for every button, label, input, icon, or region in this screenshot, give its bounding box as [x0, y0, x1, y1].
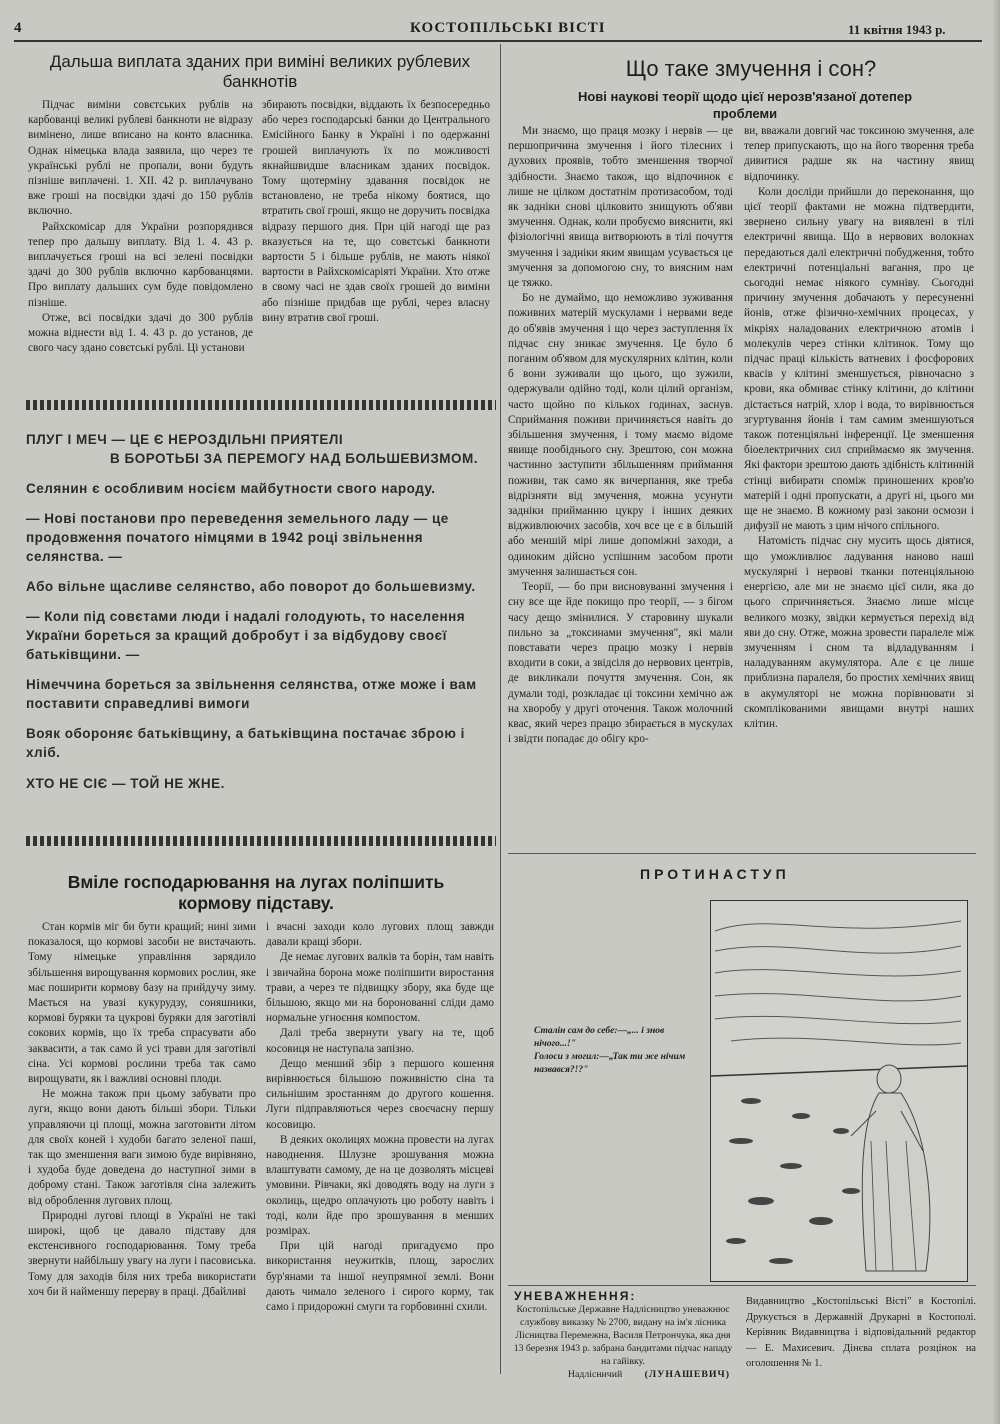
article1-paragraph: збирають посвідки, віддають їх безпосередньо або через господарські банки до Центрального Емісійного Банку в Україні і по одержанні грошей виплачують їх по можливості якнайшвидше власникам зданих посвідок. Тому щотерміну здавання посвідок не встановлено, не треба нікому боятися, що втратить свої гроші, якщо не доручить посвідка відразу першого дня. При цій нагоді ще раз вказується на те, що совєтські банкноти вартости 5 і більше рублів, не мають ніякої вартости в Райхскомісаріяті України. Хто отже в свому часі не здав своїх грошей до виміни або пізніше придбав ще рублі, через власну вину втратив свої гроші. — [262, 99, 490, 324]
article3-paragraph: При цій нагоді пригадуємо про використання неужитків, площ, зарослих бур'янами та іншої неупрямної землі. Вони дають чимало зеленого і сирого корму, так само і придорожні смуги та горбовинні схили. — [266, 1240, 494, 1314]
cartoon-illustration — [710, 900, 968, 1282]
article3-paragraph: В деяких околицях можна провести на лугах наводнення. Шлузне зрошування можна влаштувати самому, де на це дозволять місцеві умовини. Рівчаки, які доводять воду на луги з околиць, щедро оплачують цю роботу навіть і тоді, коли йде про зрошування в менших розмірах. — [266, 1133, 494, 1238]
notice-heading: УНЕВАЖНЕННЯ: — [514, 1289, 637, 1303]
article2-column-2 — [744, 124, 974, 732]
article2-paragraph: Коли досліди прийшли до переконання, що цієї теорії фактами не можна підтвердити, звернено сильну увагу на виявлені в тілі електричні явища. Що в нервових волокнах передаються далі електричні побудження, тобто електричні потенціальні вагання, про це сьогодні немає ніякого сумніву. Сьогодні причину змучення добачають у пересуненні йонів, отже фізично-хемічних процесах, у мікріях наладованих електричною атомів і молекулів через стінки клітинок. Тому що підчас праці кількість ватневих і фосфорових квасів у клітині зменшується, рівночасно з крови, яка обмиває стінку клітини, до клітини дістається натрій, хлор і вода, то вирівнюється згуртування йонів і там самим зменшуються також потенціяльні інференції. Це зменшення біоелектричних сил сприймаємо як змучення. Які фактори зрештою дають здібність клітинній стінці вибирати споміж приношених кров'ю матерій і одні пропускати, а другі ні, цього ми ще не знаємо. В кожному разі закони осмози і дифузії не мають з цим нічого спільного. — [744, 185, 974, 533]
slogan: Німеччина бореться за звільнення селянства, отже може і вам поставити справедливі вимоги — [26, 677, 477, 711]
article2-paragraph: Бо не думаймо, що неможливо зуживання поживних матерій мускулами і нервами веде до об'явів змучення і що через заступлення їх підчас сну зникає змучення. Це було б поганим об'явом для мускулярних клітин, коли б вони зуживали що цього, що зужили, одержували одійно тоді, коли цілий організм, часто щойно по кількох годинах, заснув. Сприймання поживи причиняється навіть до збільшення змучення, і тому маємо відоме явище пообіднього сну. Зрештою, сон можна частинно заступити збільшенням приймання поживи, так само як вичерпання, яке треба відрізняти від змучення, можна усунути задніки прийманню цукру і інших деяких відживлюючих засобів, хоч все це є в більшій або меншій мірі лише допоміжні заходи, а одиноким дійсно успішним засобом проти змучення залишається сон. — [508, 292, 733, 578]
horizon-line — [711, 1066, 967, 1076]
issue-date: 11 квітня 1943 р. — [848, 22, 946, 37]
slogan-headline: ПЛУГ І МЕЧ — ЦЕ Є НЕРОЗДІЛЬНІ ПРИЯТЕЛІ — [26, 432, 344, 447]
article3-paragraph: Де немає лугових валків та борін, там навіть і звичайна борона може поліпшити виростання трави, а через те підвищку збору, яка буде ще більшою, якщо ми на боронованні сліди дамо нормальне угноєння компостом. — [266, 951, 494, 1025]
article3-column-1 — [28, 920, 256, 1300]
publisher-info: Видавництво „Костопільські Вісті" в Костопілі. Друкується в Державній Друкарні в Костополі. Керівник Видавництва і відповідальний редактор — Е. Махисевич. Дінєва сплата розцінок на оголошення № 1. — [746, 1296, 976, 1370]
article3-paragraph: Дещо менший збір з першого кошення вирівнюється більшою поживністю сіна та сильнішим зростанням до другого кошення. Луги підправляються через своєчасну першу косовицю. — [266, 1057, 494, 1131]
page-edge — [992, 0, 1000, 1424]
notice-sign-label: Надлісничий — [567, 1369, 623, 1380]
slogans-block — [26, 430, 498, 793]
article2-paragraph: ви, вважали довгий час токсиною змучення, але тепер припускають, що на його творення треба дивитися радше як на частину явищ відпочинку. — [744, 125, 974, 183]
article1-paragraph: Отже, всі посвідки здачі до 300 рублів можна віднести від 1. 4. 43 р. до установ, де свого часу здано совєтські рублі. Ці установи — [28, 311, 253, 355]
cartoon-caption-line: Голоси з могил:—„Так ти же нічим назвався?!?" — [534, 1052, 686, 1075]
paper-title: КОСТОПІЛЬСЬКІ ВІСТІ — [410, 20, 606, 36]
slogan: Або вільне щасливе селянство, або поворот до большевизму. — [26, 579, 476, 594]
article3-column-2 — [266, 920, 494, 1315]
article1-paragraph: Підчас виміни совєтських рублів на карбованці великі рублеві банкноти не відразу вимінено, лише вписано на конто власника. Однак німецька влада заявила, що через те українські рублі не пропали, вони будуть пізніше виплачені. 1. XII. 42 р. виплачувано вже гроші на посвідки здачі до 150 рублів включно. — [28, 99, 253, 218]
article1-paragraph: Райхскомісар для України розпорядився тепер про дальшу виплату. Від 1. 4. 43 р. виплачується гроші на всі зелені посвідки здачі до 300 рублів включно карбованцями. Про виплату дальших сум буде повідомлено пізніше. — [28, 220, 253, 309]
article3-title: Вміле господарювання на лугах поліпшить кормову підставу. — [67, 872, 445, 913]
article2-subtitle: Нові наукові теорії щодо цієї нерозв'язаної дотепер проблеми — [577, 89, 913, 121]
article3-paragraph: і вчасні заходи коло лугових площ завжди давали кращі збори. — [266, 921, 494, 949]
article2-column-1 — [508, 124, 733, 747]
cartoon-title: ПРОТИНАСТУП — [640, 866, 790, 882]
header-rule — [14, 40, 982, 42]
article2-paragraph: Ми знаємо, що праця мозку і нервів — це першопричина змучення і його тілесних і духових проявів, тобто зменшення творчої здібности. Знаємо також, що відпочинок є лише не цілком достатнім протизасобом, тоді як задніки снові цілковито знищують об'яви змучення. Однак, коли пробуємо вияснити, які фізіологічні явища витворюють в тілі почуття змучення і задніки яким явищам усувається це змучення за допомогою сну, то виясним нам це тяжко. — [508, 125, 733, 290]
notice-sign-name: (ЛУНАШЕВИЧ) — [644, 1369, 730, 1380]
slogan-final: ХТО НЕ СІЄ — ТОЙ НЕ ЖНЕ. — [26, 776, 225, 791]
notice-text: Костопільське Державне Надлісництво уневажнює службову виказку № 2700, видану на ім'я лісника Лісництва Перемежна, Василя Петрончука, яка дня 13 березня 1943 р. забрана бандитами підчас нападу на гайівку. — [513, 1304, 733, 1367]
slogan: — Нові постанови про переведення земельного ладу — це продовження початого німцями в 1942 році звільнення селянства. — — [26, 511, 449, 564]
slogan: Вояк обороняє батьківщину, а батьківщина постачає зброю і хліб. — [26, 726, 465, 760]
cartoon-caption-line: Сталін сам до себе:—„... і знов нічого...!" — [534, 1026, 665, 1049]
page-number: 4 — [14, 20, 22, 36]
article2-paragraph: Теорії, — бо при висновуванні змучення і сну все ще йде покищо про теорії, — з бігом часу дещо змінилися. У старовину шукали пильно за „токсинами змучення", які мали повставати через працю мозку і нервів входити в соки, а звідсіля до нервових центрів, де викликали почуття змучення. Сон, як думали тоді, розкладає ці токсини хемічно аж на хворобу у другі оточення. Також молочний квас, який через працю збирається в мускулах і звідти попадає до обігу кро- — [508, 581, 733, 746]
article2-title: Що таке змучення і сон? — [625, 56, 877, 81]
section-rule — [508, 1285, 976, 1286]
article1-title: Дальша виплата зданих при виміні великих рублевих банкнотів — [49, 52, 471, 91]
notice-signature — [510, 1368, 736, 1381]
slogan: — Коли під совєтами люди і надалі голодують, то населення України бореться за кращий добробут і за відбудову своєї батьківщини. — — [26, 609, 466, 662]
cartoon-caption — [534, 1025, 704, 1077]
decorative-divider — [26, 400, 496, 410]
column-divider — [500, 44, 501, 1374]
sky-strokes — [715, 921, 961, 1045]
section-rule — [508, 853, 976, 854]
article3-paragraph: Не можна також при цьому забувати про луги, якщо вони дають більші збори. Тільки управляючи ці площі, можна заготовити літом для своїх коней і худоби багато зеленої паші, так що зменшення ваги зимою буде вирівняно, і худоба буде доведена до наступної зими в доброму стані. Також заготівля сіна залежить від оброблення лугових площ. — [28, 1088, 256, 1207]
slogan: Селянин є особливим носієм майбутности свого народу. — [26, 481, 436, 496]
standing-figure — [851, 1065, 930, 1271]
cancellation-notice — [510, 1290, 736, 1381]
slogan-headline-continuation: В БОРОТЬБІ ЗА ПЕРЕМОГУ НАД БОЛЬШЕВИЗМОМ. — [110, 451, 479, 466]
article1-column-1 — [28, 98, 253, 356]
article3-paragraph: Далі треба звернути увагу на те, щоб косовиця не наступала запізно. — [266, 1027, 494, 1055]
cartoon-drawing — [711, 901, 967, 1281]
article3-paragraph: Стан кормів міг би бути кращий; нині зими показалося, що кормові засоби не вистачають. Тому німецьке управління зарядило збільшення вирощування кормових рослин, яке має поширити кормову базу на прийдучу зиму. Мається на увазі кукурудзу, соняшники, кормові буряки та цукрові буряки для заготівлі сокових кормів, що їх треба спрасувати або заквасити, а так само й усі трави для заготівлі сіна. Усі кормові рослини треба так само вирощувати, як і важливі основні плоди. — [28, 921, 256, 1086]
article2-paragraph: Натомість підчас сну мусить щось діятися, що уможливлює ладування наново наші мускулярні і нервові тканки потенціяльною енергією, але ми не знаємо цієї сили, яка до цього спричиняється. Знаємо лише місце великого мозку, звідки кермується перехід від яви до сну. Отже, можна зровести паралеле між змученням і сном та відладуванням і наладуванням акумулятора. Але є це лише приблизна паралеля, бо простих хемічних явищ в акумуляторі не можна порівнювати зі скомплікованими явищами внутрі наших клітин. — [744, 535, 974, 730]
grave-mounds — [726, 1098, 860, 1264]
article1-column-2 — [262, 98, 490, 326]
decorative-divider — [26, 836, 496, 846]
article3-paragraph: Природні лугові площі в Україні не такі широкі, щоб це давало підставу для екстенсивного господарювання. Тому треба звернути найбільшу увагу на луги і пасовиська. Тому для заходів біля них треба використати хоч би й найменшу перерву в праці. Дбайливі — [28, 1209, 256, 1298]
